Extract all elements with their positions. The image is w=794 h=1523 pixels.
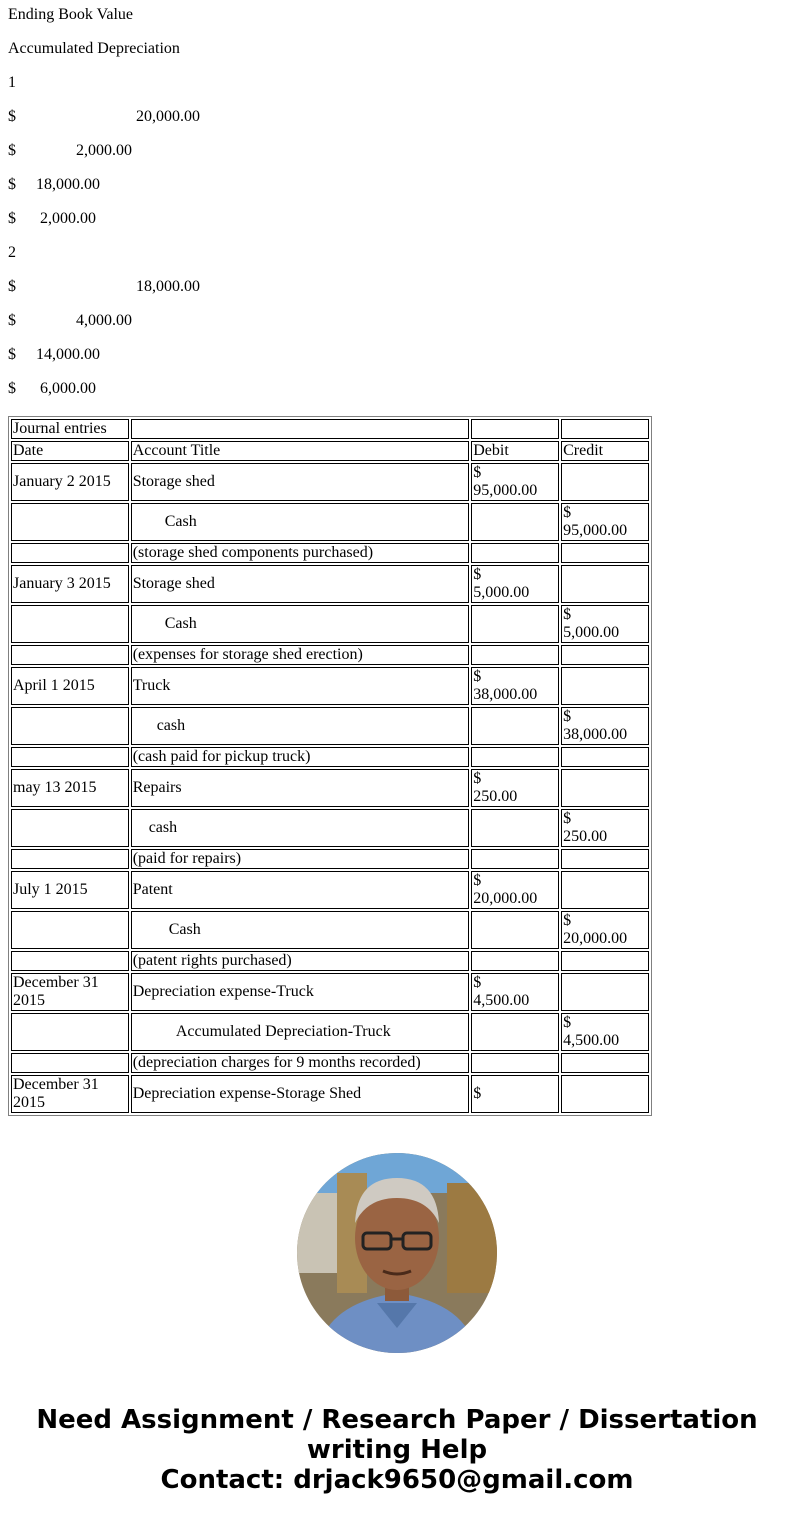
- entry-date: April 1 2015: [11, 667, 129, 705]
- entry-date: [11, 605, 129, 643]
- entry-credit: $ 95,000.00: [561, 503, 649, 541]
- journal-row: [11, 973, 649, 1011]
- entry-debit: [471, 951, 559, 971]
- entry-date: [11, 645, 129, 665]
- entry-debit: [471, 1053, 559, 1073]
- year-1-cost: $ 20,000.00: [8, 108, 200, 125]
- entry-credit: [561, 973, 649, 1011]
- entry-account: cash: [131, 809, 470, 847]
- entry-debit: [471, 605, 559, 643]
- entry-date: may 13 2015: [11, 769, 129, 807]
- entry-date: December 31 2015: [11, 1075, 129, 1113]
- entry-date: July 1 2015: [11, 871, 129, 909]
- entry-debit: [471, 707, 559, 745]
- author-photo-icon: [297, 1153, 497, 1353]
- accumulated-depreciation-heading: Accumulated Depreciation: [8, 40, 180, 57]
- entry-account: Patent: [131, 871, 470, 909]
- entry-credit: [561, 747, 649, 767]
- entry-account: Cash: [131, 605, 470, 643]
- journal-title: Journal entries: [11, 419, 129, 439]
- entry-debit: $ 95,000.00: [471, 463, 559, 501]
- entry-debit: [471, 645, 559, 665]
- year-2-accumulated: $ 6,000.00: [8, 380, 96, 397]
- document-page: [8, 0, 788, 1123]
- entry-credit: [561, 1075, 649, 1113]
- entry-debit: $ 250.00: [471, 769, 559, 807]
- entry-date: [11, 503, 129, 541]
- journal-row: [11, 565, 649, 603]
- promo-message: [0, 1405, 794, 1495]
- entry-date: [11, 1053, 129, 1073]
- entry-account: (paid for repairs): [131, 849, 470, 869]
- year-2-book-value: $ 14,000.00: [8, 346, 100, 363]
- journal-table: [8, 416, 652, 1116]
- entry-account: (storage shed components purchased): [131, 543, 470, 563]
- entry-account: Depreciation expense-Storage Shed: [131, 1075, 470, 1113]
- promo-line-3: Contact: drjack9650@gmail.com: [160, 1465, 634, 1495]
- entry-account: (depreciation charges for 9 months recorded): [131, 1053, 470, 1073]
- entry-account: (patent rights purchased): [131, 951, 470, 971]
- entry-date: [11, 1013, 129, 1051]
- entry-credit: [561, 871, 649, 909]
- entry-debit: $ 4,500.00: [471, 973, 559, 1011]
- entry-debit: [471, 543, 559, 563]
- entry-debit: $ 38,000.00: [471, 667, 559, 705]
- entry-debit: [471, 503, 559, 541]
- author-avatar: [297, 1153, 497, 1353]
- entry-debit: [471, 911, 559, 949]
- entry-account: Storage shed: [131, 463, 470, 501]
- entry-account: Cash: [131, 503, 470, 541]
- entry-credit: [561, 543, 649, 563]
- entry-credit: $ 20,000.00: [561, 911, 649, 949]
- journal-row: [11, 1013, 649, 1051]
- entry-credit: $ 38,000.00: [561, 707, 649, 745]
- header-credit: Credit: [561, 441, 649, 461]
- journal-table-wrapper: [8, 416, 652, 1116]
- journal-row: [11, 871, 649, 909]
- entry-credit: $ 4,500.00: [561, 1013, 649, 1051]
- journal-row: [11, 747, 649, 767]
- journal-row: [11, 849, 649, 869]
- promo-line-1: Need Assignment / Research Paper / Dissertation: [36, 1405, 758, 1435]
- entry-credit: [561, 849, 649, 869]
- entry-date: [11, 951, 129, 971]
- year-2-label: 2: [8, 244, 16, 261]
- year-1-accumulated: $ 2,000.00: [8, 210, 96, 227]
- header-account-title: Account Title: [131, 441, 470, 461]
- entry-account: Repairs: [131, 769, 470, 807]
- entry-date: [11, 707, 129, 745]
- entry-credit: [561, 645, 649, 665]
- entry-date: [11, 747, 129, 767]
- header-date: Date: [11, 441, 129, 461]
- journal-row: [11, 809, 649, 847]
- journal-row: [11, 911, 649, 949]
- entry-date: January 2 2015: [11, 463, 129, 501]
- year-1-label: 1: [8, 74, 16, 91]
- entry-debit: [471, 849, 559, 869]
- entry-debit: [471, 809, 559, 847]
- entry-credit: $ 250.00: [561, 809, 649, 847]
- journal-row: [11, 503, 649, 541]
- promo-section: [0, 1123, 794, 1523]
- journal-row: [11, 667, 649, 705]
- journal-row: [11, 543, 649, 563]
- entry-debit: [471, 747, 559, 767]
- entry-credit: [561, 667, 649, 705]
- entry-date: [11, 543, 129, 563]
- journal-row: [11, 951, 649, 971]
- year-1-depreciation: $ 2,000.00: [8, 142, 132, 159]
- journal-title-row: [11, 419, 649, 439]
- journal-row: [11, 707, 649, 745]
- entry-credit: [561, 565, 649, 603]
- entry-account: Truck: [131, 667, 470, 705]
- year-2-depreciation: $ 4,000.00: [8, 312, 132, 329]
- entry-date: [11, 849, 129, 869]
- entry-date: January 3 2015: [11, 565, 129, 603]
- journal-header-row: [11, 441, 649, 461]
- entry-account: cash: [131, 707, 470, 745]
- entry-credit: [561, 1053, 649, 1073]
- entry-debit: [471, 1013, 559, 1051]
- header-debit: Debit: [471, 441, 559, 461]
- entry-debit: $ 5,000.00: [471, 565, 559, 603]
- ending-book-value-heading: Ending Book Value: [8, 6, 134, 23]
- entry-date: [11, 911, 129, 949]
- entry-account: Depreciation expense-Truck: [131, 973, 470, 1011]
- entry-date: [11, 809, 129, 847]
- promo-line-2: writing Help: [306, 1435, 488, 1465]
- entry-account: Accumulated Depreciation-Truck: [131, 1013, 470, 1051]
- journal-row: [11, 645, 649, 665]
- entry-date: December 31 2015: [11, 973, 129, 1011]
- year-2-cost: $ 18,000.00: [8, 278, 200, 295]
- entry-credit: $ 5,000.00: [561, 605, 649, 643]
- entry-credit: [561, 463, 649, 501]
- entry-debit: $ 20,000.00: [471, 871, 559, 909]
- journal-row: [11, 463, 649, 501]
- year-1-book-value: $ 18,000.00: [8, 176, 100, 193]
- entry-credit: [561, 951, 649, 971]
- entry-account: (cash paid for pickup truck): [131, 747, 470, 767]
- journal-row: [11, 1075, 649, 1113]
- journal-row: [11, 769, 649, 807]
- entry-account: Storage shed: [131, 565, 470, 603]
- entry-debit: $: [471, 1075, 559, 1113]
- entry-account: Cash: [131, 911, 470, 949]
- entry-credit: [561, 769, 649, 807]
- entry-account: (expenses for storage shed erection): [131, 645, 470, 665]
- journal-row: [11, 605, 649, 643]
- journal-row: [11, 1053, 649, 1073]
